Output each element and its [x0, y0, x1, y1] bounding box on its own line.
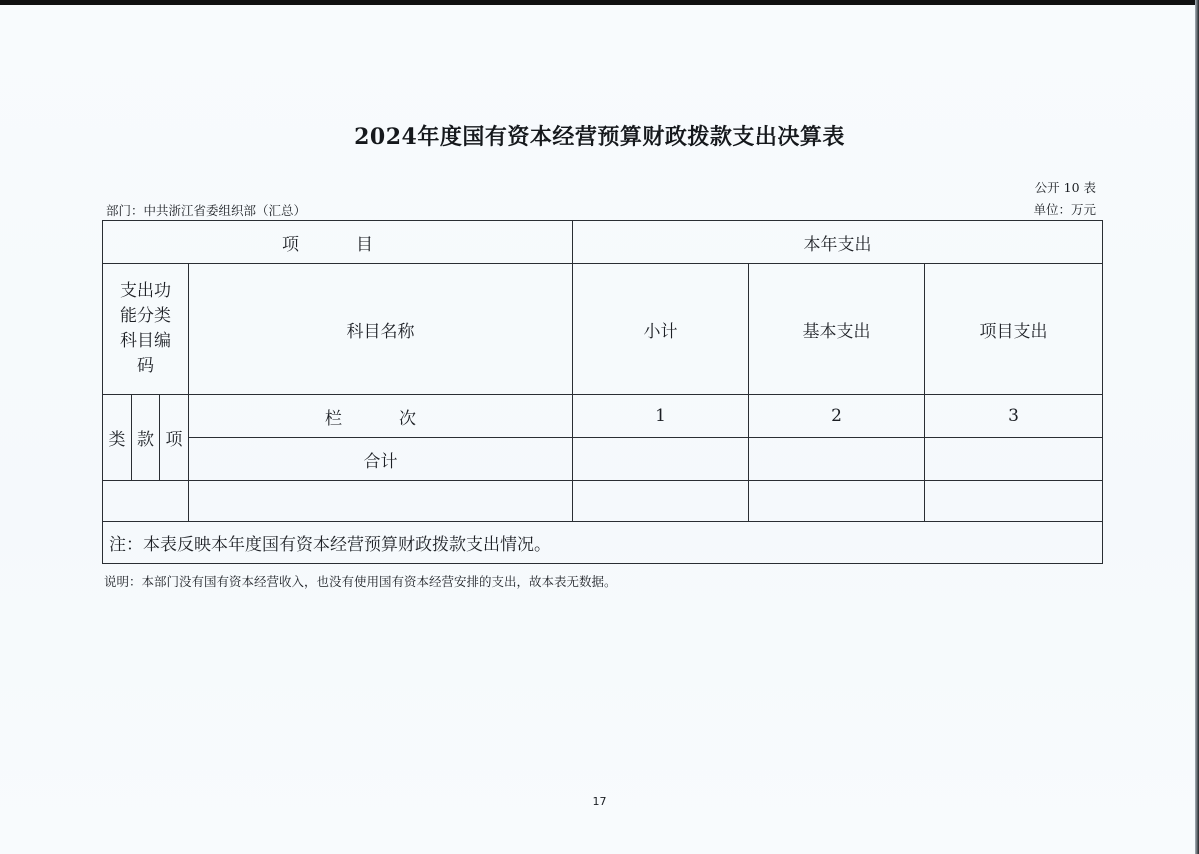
note-row — [103, 522, 1103, 564]
total-label: 合计 — [189, 438, 573, 481]
total-basic — [749, 438, 925, 481]
header-row-2 — [103, 264, 1103, 395]
table-meta — [1033, 177, 1096, 221]
total-subtotal — [573, 438, 749, 481]
header-subtotal: 小计 — [573, 264, 749, 395]
row-name — [189, 481, 573, 522]
column-index-2: 2 — [749, 395, 925, 438]
row-subtotal — [573, 481, 749, 522]
code-col-category: 类 — [103, 395, 132, 481]
header-basic-expenditure: 基本支出 — [749, 264, 925, 395]
header-current-year-expenditure: 本年支出 — [573, 221, 1103, 264]
header-item: 项 目 — [103, 221, 573, 264]
row-code — [103, 481, 189, 522]
expenditure-table — [102, 220, 1103, 564]
code-col-item: 项 — [160, 395, 189, 481]
column-index-row — [103, 395, 1103, 438]
unit-label: 单位：万元 — [1033, 202, 1096, 217]
total-project — [925, 438, 1103, 481]
header-project-expenditure: 项目支出 — [925, 264, 1103, 395]
column-index-1: 1 — [573, 395, 749, 438]
explanation-text: 说明：本部门没有国有资本经营收入，也没有使用国有资本经营安排的支出，故本表无数据。 — [104, 574, 617, 589]
total-row — [103, 438, 1103, 481]
table-row — [103, 481, 1103, 522]
code-col-section: 款 — [132, 395, 160, 481]
column-index-label: 栏 次 — [189, 395, 573, 438]
header-classification-code: 支出功 能分类 科目编 码 — [103, 264, 189, 395]
department-label: 部门：中共浙江省委组织部（汇总） — [106, 203, 307, 218]
header-subject-name: 科目名称 — [189, 264, 573, 395]
column-index-3: 3 — [925, 395, 1103, 438]
row-project — [925, 481, 1103, 522]
page-number: 17 — [592, 795, 607, 808]
document-title: 2024年度国有资本经营预算财政拨款支出决算表 — [354, 124, 845, 150]
table-number: 公开 10 表 — [1034, 180, 1096, 195]
table-note: 注：本表反映本年度国有资本经营预算财政拨款支出情况。 — [103, 522, 1103, 564]
header-row-1 — [103, 221, 1103, 264]
row-basic — [749, 481, 925, 522]
